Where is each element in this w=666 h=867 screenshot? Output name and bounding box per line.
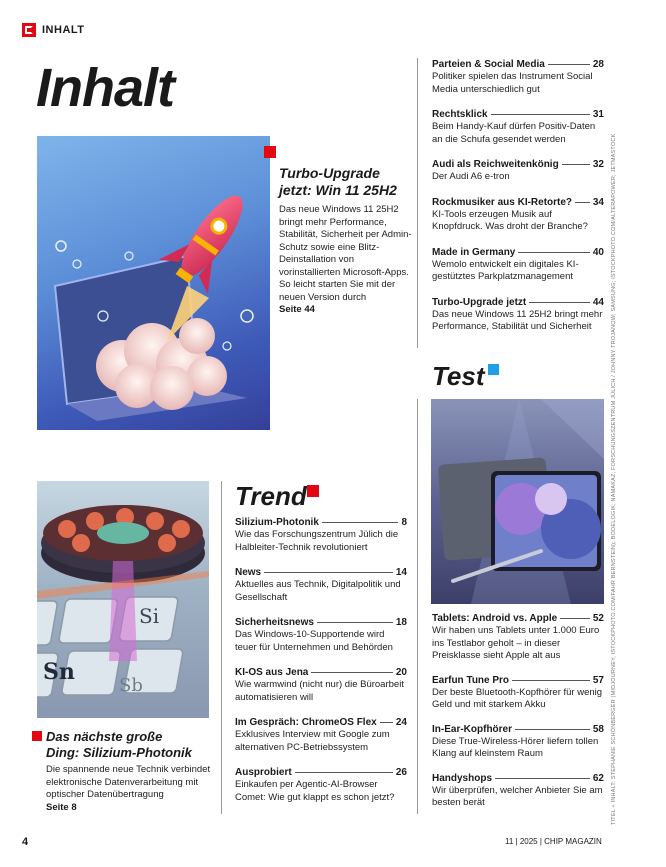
toc-entry-title: Tablets: Android vs. Apple (432, 613, 558, 624)
toc-entry-page: 31 (592, 109, 604, 120)
toc-entry-desc: Diese True-Wireless-Hörer liefern tollen Klang auf kleinstem Raum (432, 735, 599, 759)
toc-entry-page: 28 (592, 59, 604, 70)
accent-square (264, 146, 276, 158)
toc-entry[interactable] (432, 158, 604, 184)
toc-entry[interactable] (432, 612, 604, 663)
toc-entry-title: Im Gespräch: ChromeOS Flex (235, 717, 377, 728)
chip-feature-title: Das nächste große (46, 729, 163, 744)
toc-entry[interactable] (235, 516, 407, 554)
chip-feature-body (46, 764, 216, 814)
photo-credits-text: TITEL + INHALT: STEPHANIE SCHÖNBERGER (MIDJOURNEY, ISTOCKPHOTO.COM/FAHR BERNSTEIN); BOOELOGIK; NAMAKAZ; FORSCHUNGSZENTRUM JÜLICH / JOHNNY TROJANOW; SAMSUNG; ISTOCKPHOTO.COM/ALTERAPOWER; JETMASTOCK (611, 133, 617, 825)
toc-entry-page: 62 (592, 772, 604, 784)
issue-info: 11 | 2025 | CHIP MAGAZIN (505, 837, 602, 846)
toc-entry-desc: Wie das Forschungszentrum Jülich die Halbleiter-Technik revolutioniert (235, 529, 399, 553)
toc-entry[interactable] (235, 666, 407, 704)
toc-entry-page: 24 (395, 717, 407, 728)
toc-entry-title: Turbo-Upgrade jetzt (432, 296, 527, 308)
accent-square-trend (307, 485, 319, 497)
toc-entry-page: 44 (592, 296, 604, 308)
toc-entry-title: Parteien & Social Media (432, 59, 545, 70)
toc-entry-desc: Der beste Bluetooth-Kopfhörer für wenig Geld und mit starkem Akku (432, 686, 603, 710)
toc-entry-title: KI-OS aus Jena (235, 667, 309, 678)
toc-entry-desc: Beim Handy-Kauf dürfen Positiv-Daten an die Schufa gesendet werden (432, 121, 596, 145)
toc-entry-title: Sicherheitsnews (235, 617, 314, 628)
toc-entry-title: Handyshops (432, 772, 493, 784)
feature-title: Turbo-Upgrade (279, 165, 380, 181)
chip-key-sn: Sn (43, 659, 75, 685)
toc-entry-page: 52 (592, 613, 604, 624)
toc-entry-page: 8 (401, 517, 407, 528)
toc-entry[interactable] (432, 58, 604, 96)
toc-entry-title: Rechtsklick (432, 109, 488, 120)
feature-page: Seite 44 (279, 304, 315, 315)
rocket-laptop-image (37, 136, 270, 430)
tablet-image (431, 399, 604, 604)
toc-entry-desc: Wir überprüfen, welcher Anbieter Sie am besten berät (432, 784, 603, 808)
toc-entry-title: Silizium-Photonik (235, 517, 319, 528)
accent-square-chip (32, 731, 42, 741)
silicon-chip-image (37, 481, 209, 718)
toc-entry-title: News (235, 567, 262, 578)
toc-entry-desc: Politiker spielen das Instrument Social Media unterschiedlich gut (432, 71, 593, 95)
toc-entry-title: Ausprobiert (235, 767, 292, 778)
toc-entry-title: In-Ear-Kopfhörer (432, 723, 512, 735)
toc-entry-page: 18 (395, 617, 407, 628)
toc-entry[interactable] (432, 723, 604, 761)
chip-logo (22, 23, 36, 37)
feature-title-2: jetzt: Win 11 25H2 (279, 182, 397, 198)
toc-entry[interactable] (432, 108, 604, 146)
toc-entry-page: 14 (395, 567, 407, 578)
page-title: Inhalt (36, 58, 174, 118)
chip-feature-description: Die spannende neue Technik verbindet elektronische Datenverarbeitung mit optischer Datenübertragung (46, 764, 211, 800)
toc-entry-desc: Der Audi A6 e-tron (432, 171, 510, 182)
divider-top-right (417, 58, 418, 348)
trend-heading: Trend (235, 481, 307, 511)
toc-entry-page: 34 (592, 196, 604, 208)
toc-entry-title: Earfun Tune Pro (432, 674, 510, 686)
chip-feature-title-block[interactable] (46, 729, 216, 761)
toc-entry-title: Rockmusiker aus KI-Retorte? (432, 196, 573, 208)
toc-entry[interactable] (432, 772, 604, 810)
chip-feature-title-2: Ding: Silizium-Photonik (46, 745, 192, 760)
toc-entry-desc: Wie warmwind (nicht nur) die Büroarbeit automatisieren will (235, 679, 404, 703)
toc-entry[interactable] (235, 766, 407, 804)
toc-entry-page: 26 (395, 767, 407, 778)
toc-entry[interactable] (432, 246, 604, 284)
photo-credits (611, 133, 621, 825)
toc-entry-page: 32 (592, 159, 604, 170)
toc-entry-desc: Das Windows-10-Supportende wird teuer für Unternehmen und Behörden (235, 629, 393, 653)
divider-test (417, 399, 418, 814)
toc-entry-desc: KI-Tools erzeugen Musik auf Knopfdruck. Was droht der Branche? (432, 208, 588, 232)
toc-top-list (432, 58, 604, 334)
test-heading: Test (432, 361, 485, 391)
feature-block[interactable] (279, 165, 414, 317)
divider-trend (221, 481, 222, 814)
toc-entry-title: Made in Germany (432, 246, 516, 258)
section-label: INHALT (42, 24, 85, 36)
toc-entry[interactable] (235, 616, 407, 654)
toc-entry-desc: Wemolo entwickelt ein digitales KI-gestütztes Parkplatzmanagement (432, 258, 579, 282)
chip-key-si: Si (139, 604, 160, 628)
toc-test-list (432, 612, 604, 810)
toc-entry[interactable] (235, 566, 407, 604)
toc-entry-desc: Exklusives Interview mit Google zum alternativen PC-Betriebssystem (235, 729, 390, 753)
toc-trend-list (235, 516, 407, 804)
toc-entry[interactable] (432, 296, 604, 334)
page-number: 4 (22, 836, 29, 848)
feature-description: Das neue Windows 11 25H2 bringt mehr Performance, Stabilität, Sicherheit per Admin-Schutz sowie eine Blitz-Deinstallation von vorinstallierten Microsoft-Apps. So leicht starten Sie mit der neuen Version durch (279, 204, 412, 303)
toc-entry[interactable] (432, 674, 604, 712)
toc-entry-desc: Das neue Windows 11 25H2 bringt mehr Performance, Stabilität und Sicherheit (432, 308, 603, 332)
toc-entry-page: 57 (592, 674, 604, 686)
toc-entry-title: Audi als Reichweitenkönig (432, 159, 559, 170)
toc-entry-desc: Wir haben uns Tablets unter 1.000 Euro ins Testlabor geholt – in dieser Preisklasse sieht Apple alt aus (432, 625, 600, 661)
toc-entry-desc: Aktuelles aus Technik, Digitalpolitik und Gesellschaft (235, 579, 401, 603)
chip-key-sb: Sb (119, 675, 143, 696)
toc-entry[interactable] (235, 716, 407, 754)
chip-feature-page: Seite 8 (46, 801, 77, 813)
accent-square-blue (488, 364, 499, 375)
toc-entry[interactable] (432, 196, 604, 234)
toc-entry-page: 40 (592, 246, 604, 258)
toc-entry-page: 58 (592, 723, 604, 735)
toc-entry-desc: Einkaufen per Agentic-AI-Browser Comet: Wie gut klappt es schon jetzt? (235, 779, 395, 803)
toc-entry-page: 20 (395, 667, 407, 678)
